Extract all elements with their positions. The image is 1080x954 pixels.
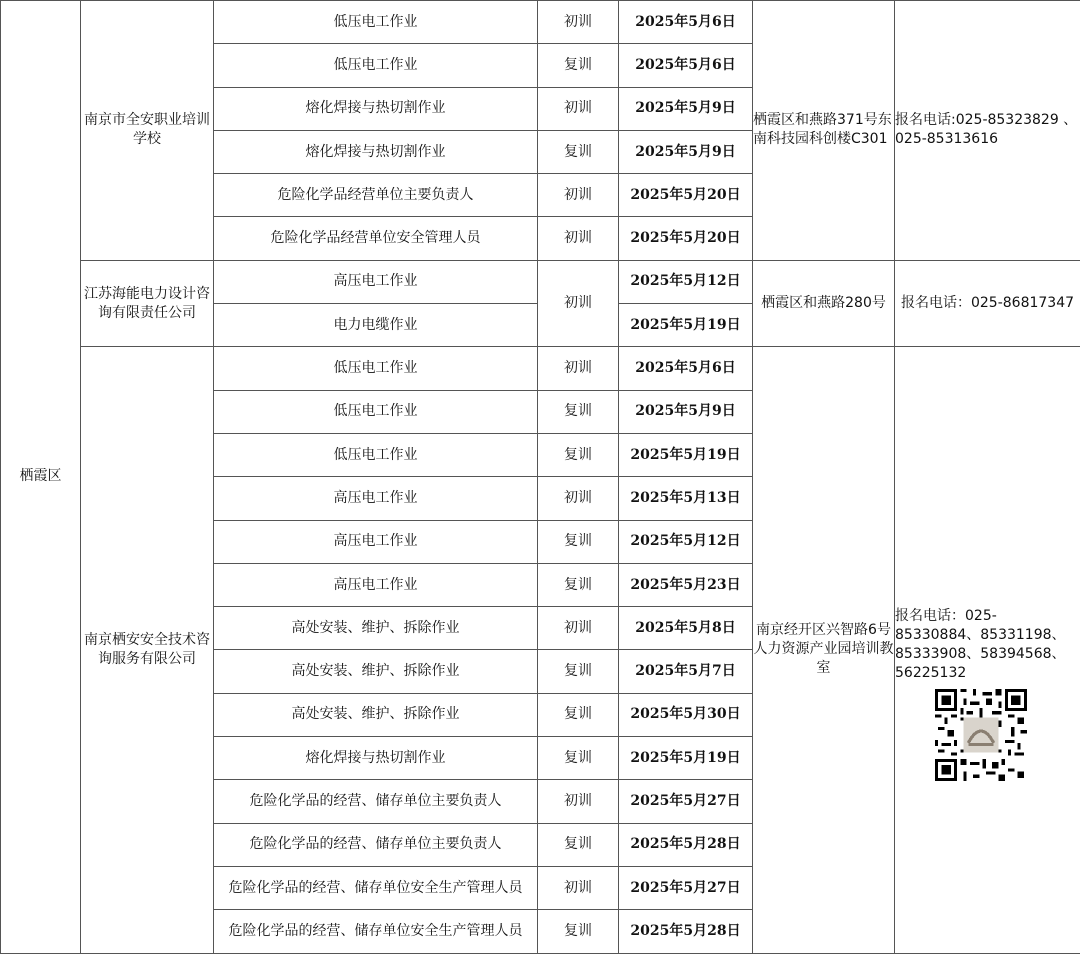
type-cell: 初训 [538,87,619,130]
project-cell: 电力电缆作业 [214,304,538,347]
type-cell: 初训 [538,607,619,650]
district-cell: 栖霞区 [1,1,81,954]
project-cell: 高压电工作业 [214,563,538,606]
date-cell: 2025年5月30日 [619,693,753,736]
type-cell: 初训 [538,217,619,260]
type-cell: 复训 [538,910,619,953]
date-cell: 2025年5月9日 [619,130,753,173]
project-cell: 危险化学品的经营、储存单位安全生产管理人员 [214,910,538,953]
table-row [1,260,1080,303]
date-cell: 2025年5月27日 [619,866,753,909]
contact-cell: 报名电话:025-85323829 、025-85313616 [895,1,1080,261]
project-cell: 低压电工作业 [214,347,538,390]
date-cell: 2025年5月19日 [619,737,753,780]
date-cell: 2025年5月8日 [619,607,753,650]
type-cell: 初训 [538,174,619,217]
date-cell: 2025年5月19日 [619,433,753,476]
project-cell: 危险化学品的经营、储存单位安全生产管理人员 [214,866,538,909]
type-cell: 复训 [538,520,619,563]
date-cell: 2025年5月9日 [619,390,753,433]
date-cell: 2025年5月12日 [619,260,753,303]
org-name-cell: 南京栖安安全技术咨询服务有限公司 [81,347,214,953]
type-cell: 初训 [538,260,619,347]
type-cell: 初训 [538,780,619,823]
type-cell: 复训 [538,433,619,476]
project-cell: 危险化学品的经营、储存单位主要负责人 [214,823,538,866]
project-cell: 熔化焊接与热切割作业 [214,737,538,780]
type-cell: 复训 [538,650,619,693]
type-cell: 初训 [538,866,619,909]
date-cell: 2025年5月28日 [619,823,753,866]
type-cell: 初训 [538,347,619,390]
date-cell: 2025年5月9日 [619,87,753,130]
type-cell: 复训 [538,823,619,866]
date-cell: 2025年5月6日 [619,1,753,44]
project-cell: 熔化焊接与热切割作业 [214,130,538,173]
project-cell: 低压电工作业 [214,390,538,433]
date-cell: 2025年5月23日 [619,563,753,606]
date-cell: 2025年5月28日 [619,910,753,953]
type-cell: 初训 [538,1,619,44]
type-cell: 复训 [538,44,619,87]
project-cell: 熔化焊接与热切割作业 [214,87,538,130]
contact-cell: 报名电话：025-86817347 [895,260,1080,347]
org-name-cell: 南京市全安职业培训学校 [81,1,214,261]
project-cell: 低压电工作业 [214,433,538,476]
project-cell: 危险化学品经营单位安全管理人员 [214,217,538,260]
date-cell: 2025年5月20日 [619,174,753,217]
type-cell: 复训 [538,737,619,780]
address-cell: 栖霞区和燕路280号 [753,260,895,347]
project-cell: 低压电工作业 [214,44,538,87]
date-cell: 2025年5月12日 [619,520,753,563]
project-cell: 高处安装、维护、拆除作业 [214,607,538,650]
project-cell: 高处安装、维护、拆除作业 [214,693,538,736]
date-cell: 2025年5月27日 [619,780,753,823]
type-cell: 初训 [538,477,619,520]
type-cell: 复训 [538,693,619,736]
project-cell: 高压电工作业 [214,477,538,520]
project-cell: 高处安装、维护、拆除作业 [214,650,538,693]
project-cell: 高压电工作业 [214,520,538,563]
date-cell: 2025年5月6日 [619,44,753,87]
address-cell: 栖霞区和燕路371号东南科技园科创楼C301 [753,1,895,261]
table-row [1,1,1080,44]
date-cell: 2025年5月13日 [619,477,753,520]
table-row [1,347,1080,390]
date-cell: 2025年5月19日 [619,304,753,347]
type-cell: 复训 [538,130,619,173]
type-cell: 复训 [538,563,619,606]
date-cell: 2025年5月6日 [619,347,753,390]
project-cell: 低压电工作业 [214,1,538,44]
address-cell: 南京经开区兴智路6号人力资源产业园培训教室 [753,347,895,953]
date-cell: 2025年5月7日 [619,650,753,693]
date-cell: 2025年5月20日 [619,217,753,260]
type-cell: 复训 [538,390,619,433]
contact-text: 报名电话：025-85330884、85331198、85333908、58394568、56225132 [895,519,1080,683]
project-cell: 危险化学品的经营、储存单位主要负责人 [214,780,538,823]
project-cell: 危险化学品经营单位主要负责人 [214,174,538,217]
org-name-cell: 江苏海能电力设计咨询有限责任公司 [81,260,214,347]
qr-code-icon [935,689,1027,781]
contact-cell [895,347,1080,953]
project-cell: 高压电工作业 [214,260,538,303]
